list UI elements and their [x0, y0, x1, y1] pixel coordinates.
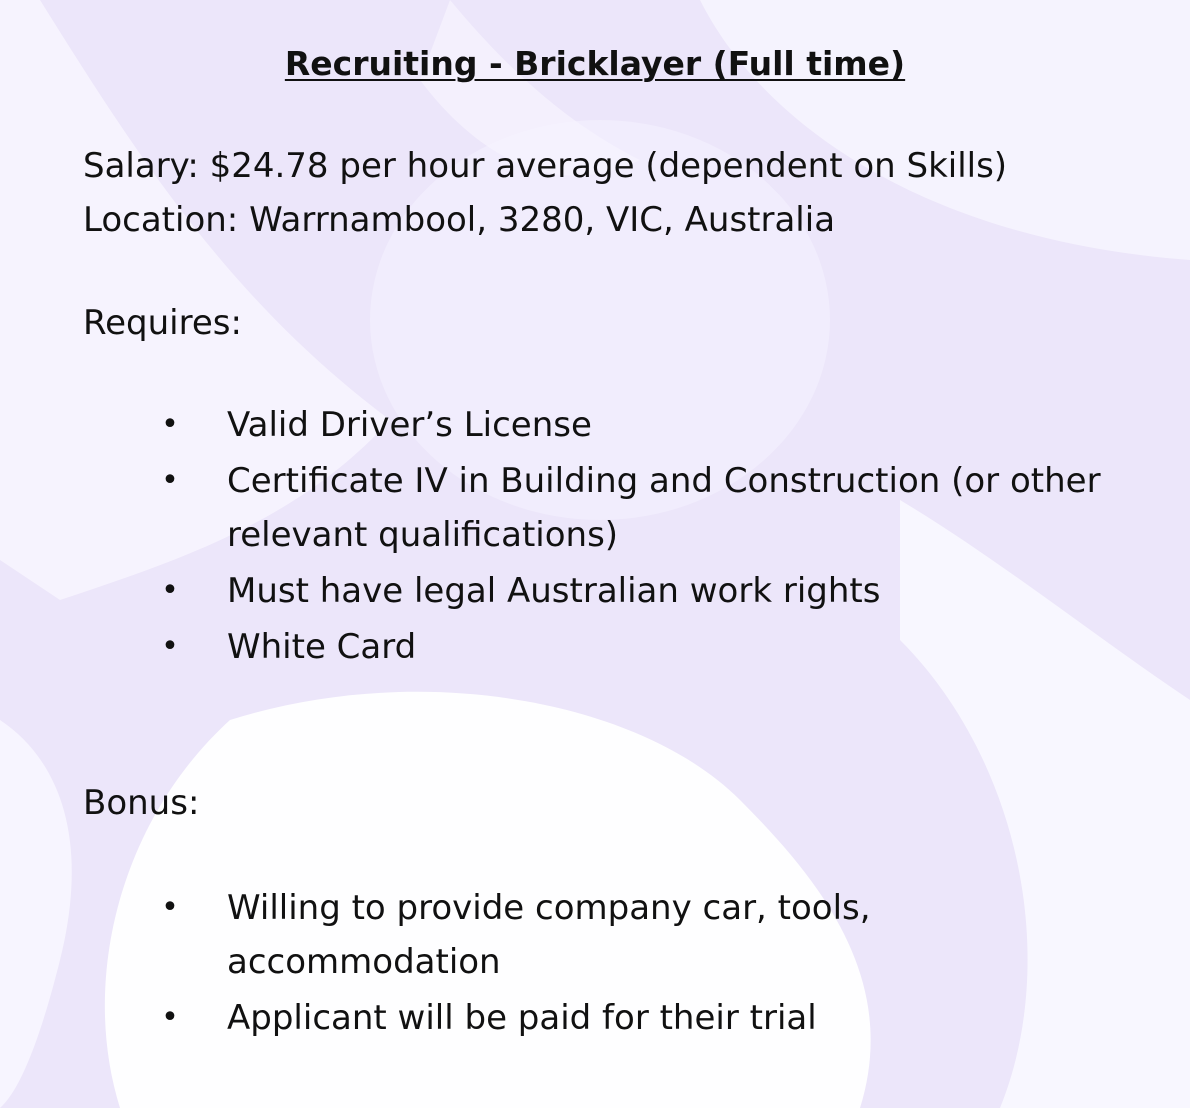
- list-item-text: Certificate IV in Building and Construction (or other relevant qualifications): [227, 461, 1101, 555]
- bullet-icon: •: [161, 890, 179, 925]
- bullet-icon: •: [161, 629, 179, 664]
- list-item: [0, 620, 1107, 674]
- list-item: [0, 991, 1107, 1045]
- bonus-heading: Bonus:: [83, 783, 200, 823]
- list-item-text: White Card: [227, 627, 417, 667]
- bullet-icon: •: [161, 573, 179, 608]
- list-item: [0, 398, 1107, 452]
- requires-heading: Requires:: [83, 303, 242, 343]
- list-item-text: Willing to provide company car, tools, accommodation: [227, 888, 871, 982]
- salary-line: Salary: $24.78 per hour average (dependent on Skills): [83, 146, 1008, 186]
- bullet-icon: •: [161, 463, 179, 498]
- requires-list: [0, 398, 1107, 676]
- location-line: Location: Warrnambool, 3280, VIC, Australia: [83, 200, 836, 240]
- bullet-icon: •: [161, 1000, 179, 1035]
- list-item: [0, 881, 1107, 989]
- bullet-icon: •: [161, 407, 179, 442]
- bonus-list: [0, 881, 1107, 1047]
- list-item: [0, 454, 1107, 562]
- list-item-text: Valid Driver’s License: [227, 405, 592, 445]
- page-title: Recruiting - Bricklayer (Full time): [284, 44, 906, 83]
- list-item-text: Applicant will be paid for their trial: [227, 998, 817, 1038]
- list-item: [0, 564, 1107, 618]
- list-item-text: Must have legal Australian work rights: [227, 571, 881, 611]
